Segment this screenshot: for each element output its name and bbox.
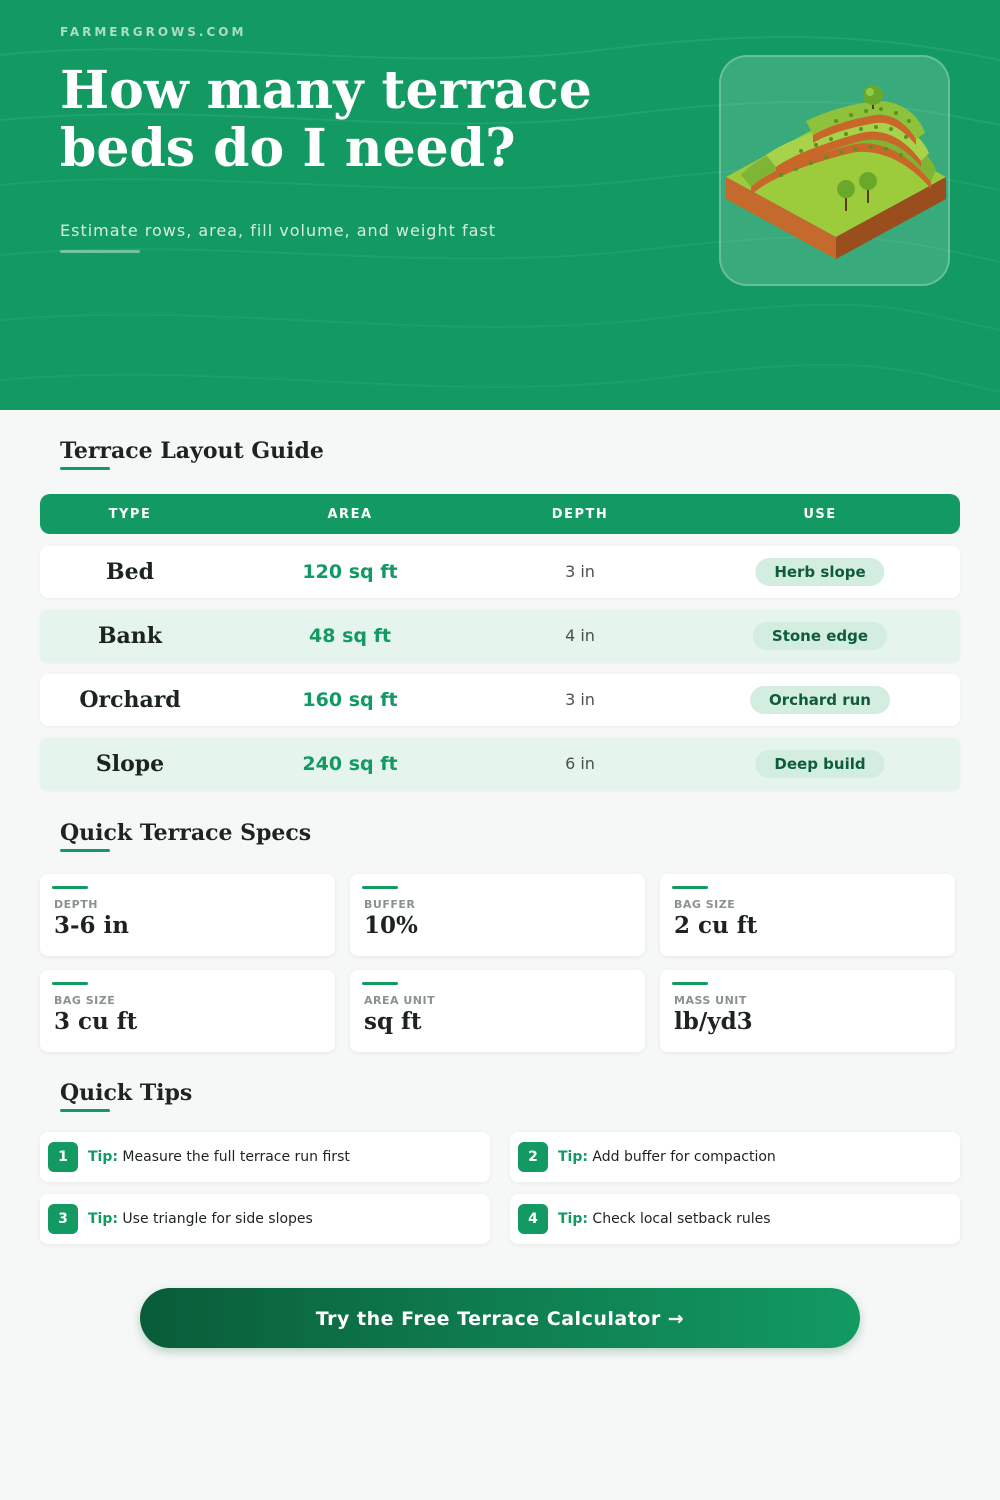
tip-number-badge: 3 [48,1204,78,1234]
table-row [40,674,960,726]
tip-number-badge: 2 [518,1142,548,1172]
table-row [40,546,960,598]
row-type: Bank [97,623,163,649]
row-type: Orchard [79,687,181,713]
spec-label: DEPTH [54,898,98,911]
row-use-badge: Stone edge [753,622,887,650]
tip-body: Use triangle for side slopes [122,1211,313,1227]
hero-banner [0,0,1000,410]
terrace-hill-illustration-icon [721,57,952,288]
tip-prefix: Tip: [558,1149,588,1165]
tip-card [40,1132,490,1182]
page-title-line-1: How many terrace [60,60,592,121]
row-depth: 3 in [565,690,595,709]
tip-prefix: Tip: [558,1211,588,1227]
row-use-badge: Deep build [755,750,884,778]
row-type: Slope [95,751,165,777]
row-use-badge: Orchard run [750,686,890,714]
spec-value: 10% [364,912,418,939]
table-row [40,738,960,790]
spec-card-accent [672,982,708,985]
spec-value: 3-6 in [54,912,130,939]
layout-table-header [40,494,960,534]
tip-card [510,1132,960,1182]
spec-label: AREA UNIT [364,994,436,1007]
subtitle-underline [60,250,140,253]
specs-title-bar [60,849,110,852]
tip-number-badge: 4 [518,1204,548,1234]
spec-label: BAG SIZE [674,898,736,911]
page-title [60,62,660,178]
spec-card [350,970,645,1052]
row-area: 160 sq ft [302,689,398,711]
row-area: 48 sq ft [309,625,391,647]
tip-text [88,1194,313,1244]
spec-card-accent [362,886,398,889]
page-subtitle: Estimate rows, area, fill volume, and weight fast [60,221,496,240]
layout-guide-title-bar [60,467,110,470]
spec-card-accent [52,886,88,889]
layout-guide-title: Terrace Layout Guide [60,438,324,464]
tips-title: Quick Tips [60,1080,193,1106]
tips-title-bar [60,1109,110,1112]
spec-value: lb/yd3 [674,1008,753,1035]
tip-number-badge: 1 [48,1142,78,1172]
spec-label: MASS UNIT [674,994,747,1007]
spec-value: 2 cu ft [674,912,758,939]
spec-label: BUFFER [364,898,416,911]
spec-card [40,970,335,1052]
spec-card-accent [672,886,708,889]
tip-card [510,1194,960,1244]
column-header-area: AREA [327,507,373,522]
table-row [40,610,960,662]
tip-body: Add buffer for compaction [592,1149,776,1165]
spec-card [350,874,645,956]
column-header-depth: DEPTH [551,507,609,522]
spec-label: BAG SIZE [54,994,116,1007]
row-depth: 3 in [565,562,595,581]
site-name: FARMERGROWS.COM [60,25,247,39]
specs-title: Quick Terrace Specs [60,820,312,846]
hero-illustration-card [719,55,950,286]
spec-card [660,874,955,956]
spec-card-accent [52,982,88,985]
row-use-badge: Herb slope [755,558,884,586]
row-depth: 4 in [565,626,595,645]
spec-value: 3 cu ft [54,1008,138,1035]
tip-text [88,1132,350,1182]
column-header-use: USE [803,507,837,522]
row-type: Bed [106,559,154,585]
tip-card [40,1194,490,1244]
tip-prefix: Tip: [88,1211,118,1227]
spec-card-accent [362,982,398,985]
row-depth: 6 in [565,754,595,773]
row-area: 240 sq ft [302,753,398,775]
tip-prefix: Tip: [88,1149,118,1165]
spec-card [40,874,335,956]
page-title-line-2: beds do I need? [60,118,516,179]
tip-text [558,1194,771,1244]
tip-body: Check local setback rules [592,1211,771,1227]
spec-value: sq ft [364,1008,422,1035]
row-area: 120 sq ft [302,561,398,583]
tip-text [558,1132,776,1182]
tip-body: Measure the full terrace run first [122,1149,350,1165]
spec-card [660,970,955,1052]
calculator-cta-button[interactable]: Try the Free Terrace Calculator → [140,1288,860,1348]
column-header-type: TYPE [108,507,152,522]
